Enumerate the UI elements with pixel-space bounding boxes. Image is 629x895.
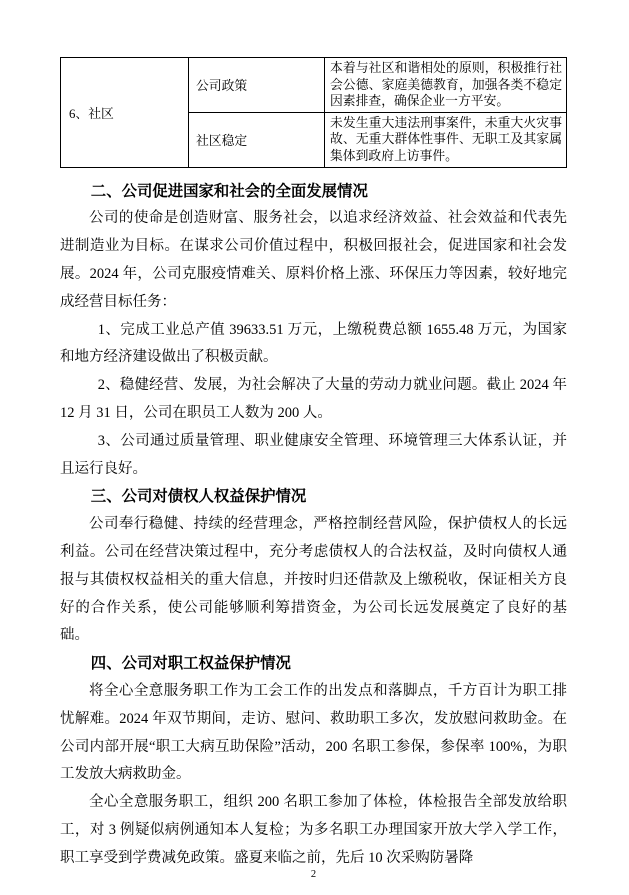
- paragraph: 将全心全意服务职工作为工会工作的出发点和落脚点，千方百计为职工排忧解难。2024 年双节期间，走访、慰问、救助职工多次，发放慰问救助金。在公司内部开展“职工大病互助保险”活动，200 名职工参保，参保率 100%，为职工发放大病救助金。: [60, 682, 567, 783]
- page-number: 2: [310, 869, 317, 881]
- paragraph-list-item-3: 3、公司通过质量管理、职业健康安全管理、环境管理三大体系认证，并且运行良好。: [60, 432, 567, 477]
- table-cell-category: 6、社区: [61, 58, 189, 168]
- section-heading-4: 四、公司对职工权益保护情况: [90, 655, 291, 673]
- document-body: [60, 178, 567, 873]
- paragraph: 全心全意服务职工，组织 200 名职工参加了体检，体检报告全部发放给职工，对 3 例疑似病例通知本人复检；为多名职工办理国家开放大学入学工作，职工享受到学费减免政策。盛夏来临之前，先后 10 次采购防暑降: [60, 794, 567, 866]
- section-heading-2: 二、公司促进国家和社会的全面发展情况: [90, 182, 368, 200]
- table-row: [61, 58, 567, 113]
- paragraph-list-item-2: 2、稳健经营、发展，为社会解决了大量的劳动力就业问题。截止 2024 年 12 月 31 日，公司在职员工人数为 200 人。: [60, 377, 567, 421]
- csr-community-table: [60, 57, 567, 168]
- table-cell-label-policy: 公司政策: [189, 58, 325, 113]
- table-cell-content-policy: 本着与社区和谐相处的原则，积极推行社会公德、家庭美德教育，加强各类不稳定因素排查，确保企业一方平安。: [325, 58, 567, 113]
- paragraph: 公司奉行稳健、持续的经营理念，严格控制经营风险，保护债权人的长远利益。公司在经营决策过程中，充分考虑债权人的合法权益，及时向债权人通报与其债权权益相关的重大信息，并按时归还借款及上缴税收，保证相关方良好的合作关系，使公司能够顺利筹措资金，为公司长远发展奠定了良好的基础。: [60, 516, 567, 644]
- section-heading-3: 三、公司对债权人权益保护情况: [90, 488, 307, 506]
- table-cell-content-stability: 未发生重大违法刑事案件，未重大火灾事故、无重大群体性事件、无职工及其家属集体到政府上访事件。: [325, 112, 567, 167]
- paragraph-list-item-1: 1、完成工业总产值 39633.51 万元，上缴税费总额 1655.48 万元，为国家和地方经济建设做出了积极贡献。: [60, 321, 567, 366]
- paragraph: 公司的使命是创造财富、服务社会，以追求经济效益、社会效益和代表先进制造业为目标。在谋求公司价值过程中，积极回报社会，促进国家和社会发展。2024 年，公司克服疫情难关、原料价格上涨、环保压力等因素，较好地完成经营目标任务：: [60, 210, 567, 310]
- table-cell-label-stability: 社区稳定: [189, 112, 325, 167]
